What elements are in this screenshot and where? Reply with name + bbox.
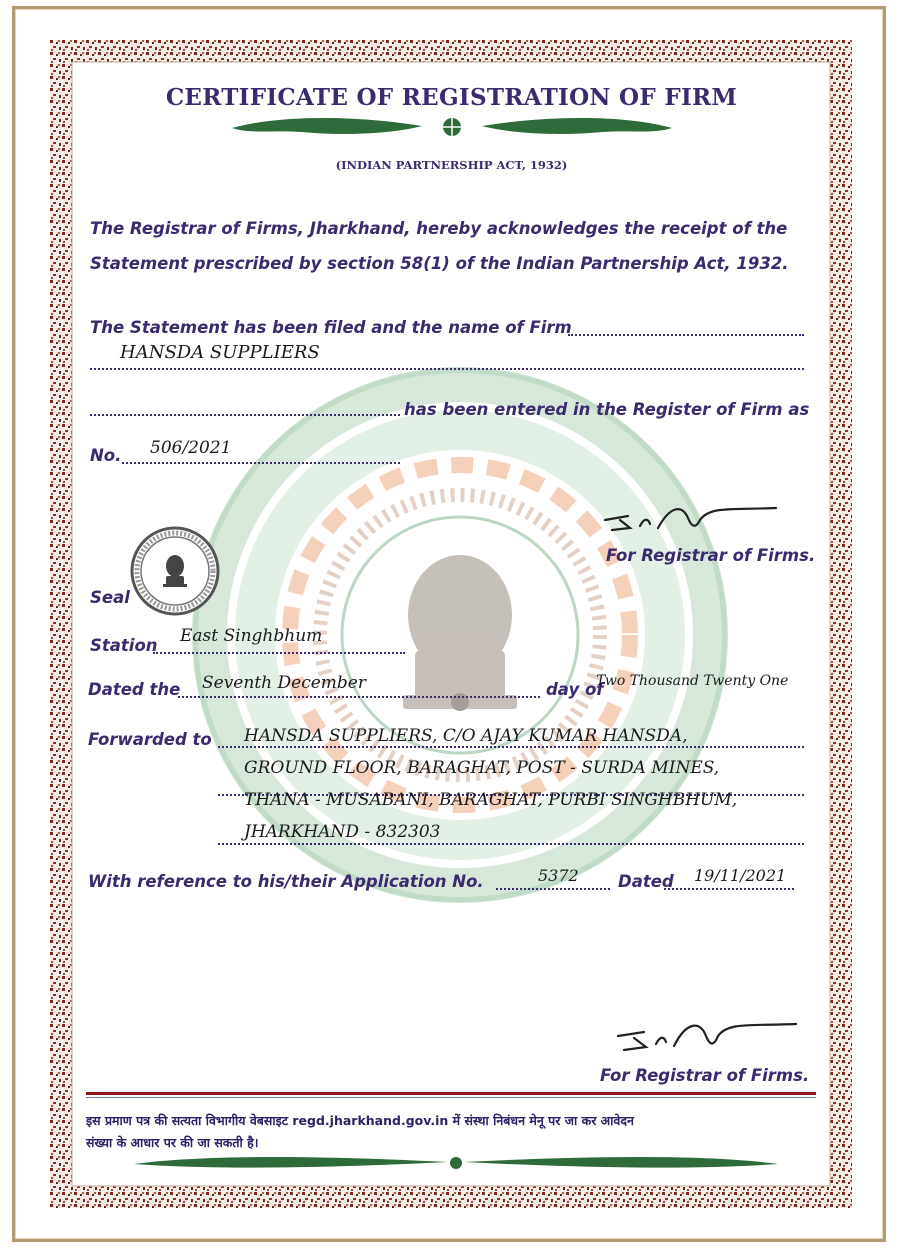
app-dated-label: Dated [618, 872, 674, 891]
seal-label: Seal [90, 588, 130, 607]
dotted-line [178, 696, 540, 698]
verification-note-line-1: इस प्रमाण पत्र की सत्यता विभागीय वेबसाइट regd.jharkhand.gov.in में संस्था निबंधन मेनू पर जा कर आवेदन [86, 1113, 634, 1128]
registrar-seal [128, 524, 222, 618]
dotted-line [90, 414, 400, 416]
register-number: 506/2021 [150, 438, 232, 458]
dotted-line [664, 888, 794, 890]
address-line: HANSDA SUPPLIERS, C/O AJAY KUMAR HANSDA, [244, 726, 688, 746]
year-value: Two Thousand Twenty One [596, 673, 789, 689]
statement-label: The Statement has been filed and the name of Firm [90, 318, 572, 337]
footer-ornament [128, 1152, 784, 1174]
dotted-line [153, 652, 405, 654]
for-registrar-bottom: For Registrar of Firms. [600, 1066, 810, 1085]
register-no-label: No. [90, 446, 122, 465]
certificate-title: CERTIFICATE OF REGISTRATION OF FIRM [165, 84, 738, 111]
dotted-line [218, 746, 804, 748]
verification-note-line-2: संख्या के आधार पर की जा सकती है। [86, 1135, 259, 1150]
dotted-line [90, 368, 804, 370]
application-date: 19/11/2021 [694, 866, 787, 885]
forwarded-label: Forwarded to [88, 730, 212, 749]
address-line: GROUND FLOOR, BARAGHAT, POST - SURDA MINES, [244, 758, 720, 778]
address-line: JHARKHAND - 832303 [244, 822, 441, 842]
ashoka-lion-icon [403, 555, 517, 711]
station-value: East Singhbhum [180, 626, 323, 646]
station-label: Station [90, 636, 158, 655]
day-of-label: day of [546, 680, 604, 699]
dated-label: Dated the [88, 680, 181, 699]
intro-line-1: The Registrar of Firms, Jharkhand, hereby acknowledges the receipt of the [90, 219, 788, 238]
dated-value: Seventh December [202, 673, 366, 693]
firm-name: HANSDA SUPPLIERS [120, 342, 320, 363]
entered-label: has been entered in the Register of Firm as [404, 400, 810, 419]
intro-line-2: Statement prescribed by section 58(1) of the Indian Partnership Act, 1932. [90, 254, 789, 273]
address-line: THANA - MUSABANI, BARAGHAT, PURBI SINGHBHUM, [244, 790, 738, 810]
title-ornament [222, 112, 682, 142]
dotted-line [218, 843, 804, 845]
footer-rule [86, 1097, 816, 1098]
certificate-subtitle: (INDIAN PARTNERSHIP ACT, 1932) [335, 158, 568, 172]
registrar-signature-icon [600, 498, 780, 538]
application-number: 5372 [538, 866, 579, 885]
footer-rule [86, 1092, 816, 1095]
registrar-signature-icon [610, 1012, 800, 1058]
dotted-line [122, 462, 400, 464]
dotted-line [496, 888, 610, 890]
reference-label: With reference to his/their Application No. [88, 872, 484, 891]
dotted-line [568, 334, 804, 336]
for-registrar-label: For Registrar of Firms. [606, 546, 816, 565]
